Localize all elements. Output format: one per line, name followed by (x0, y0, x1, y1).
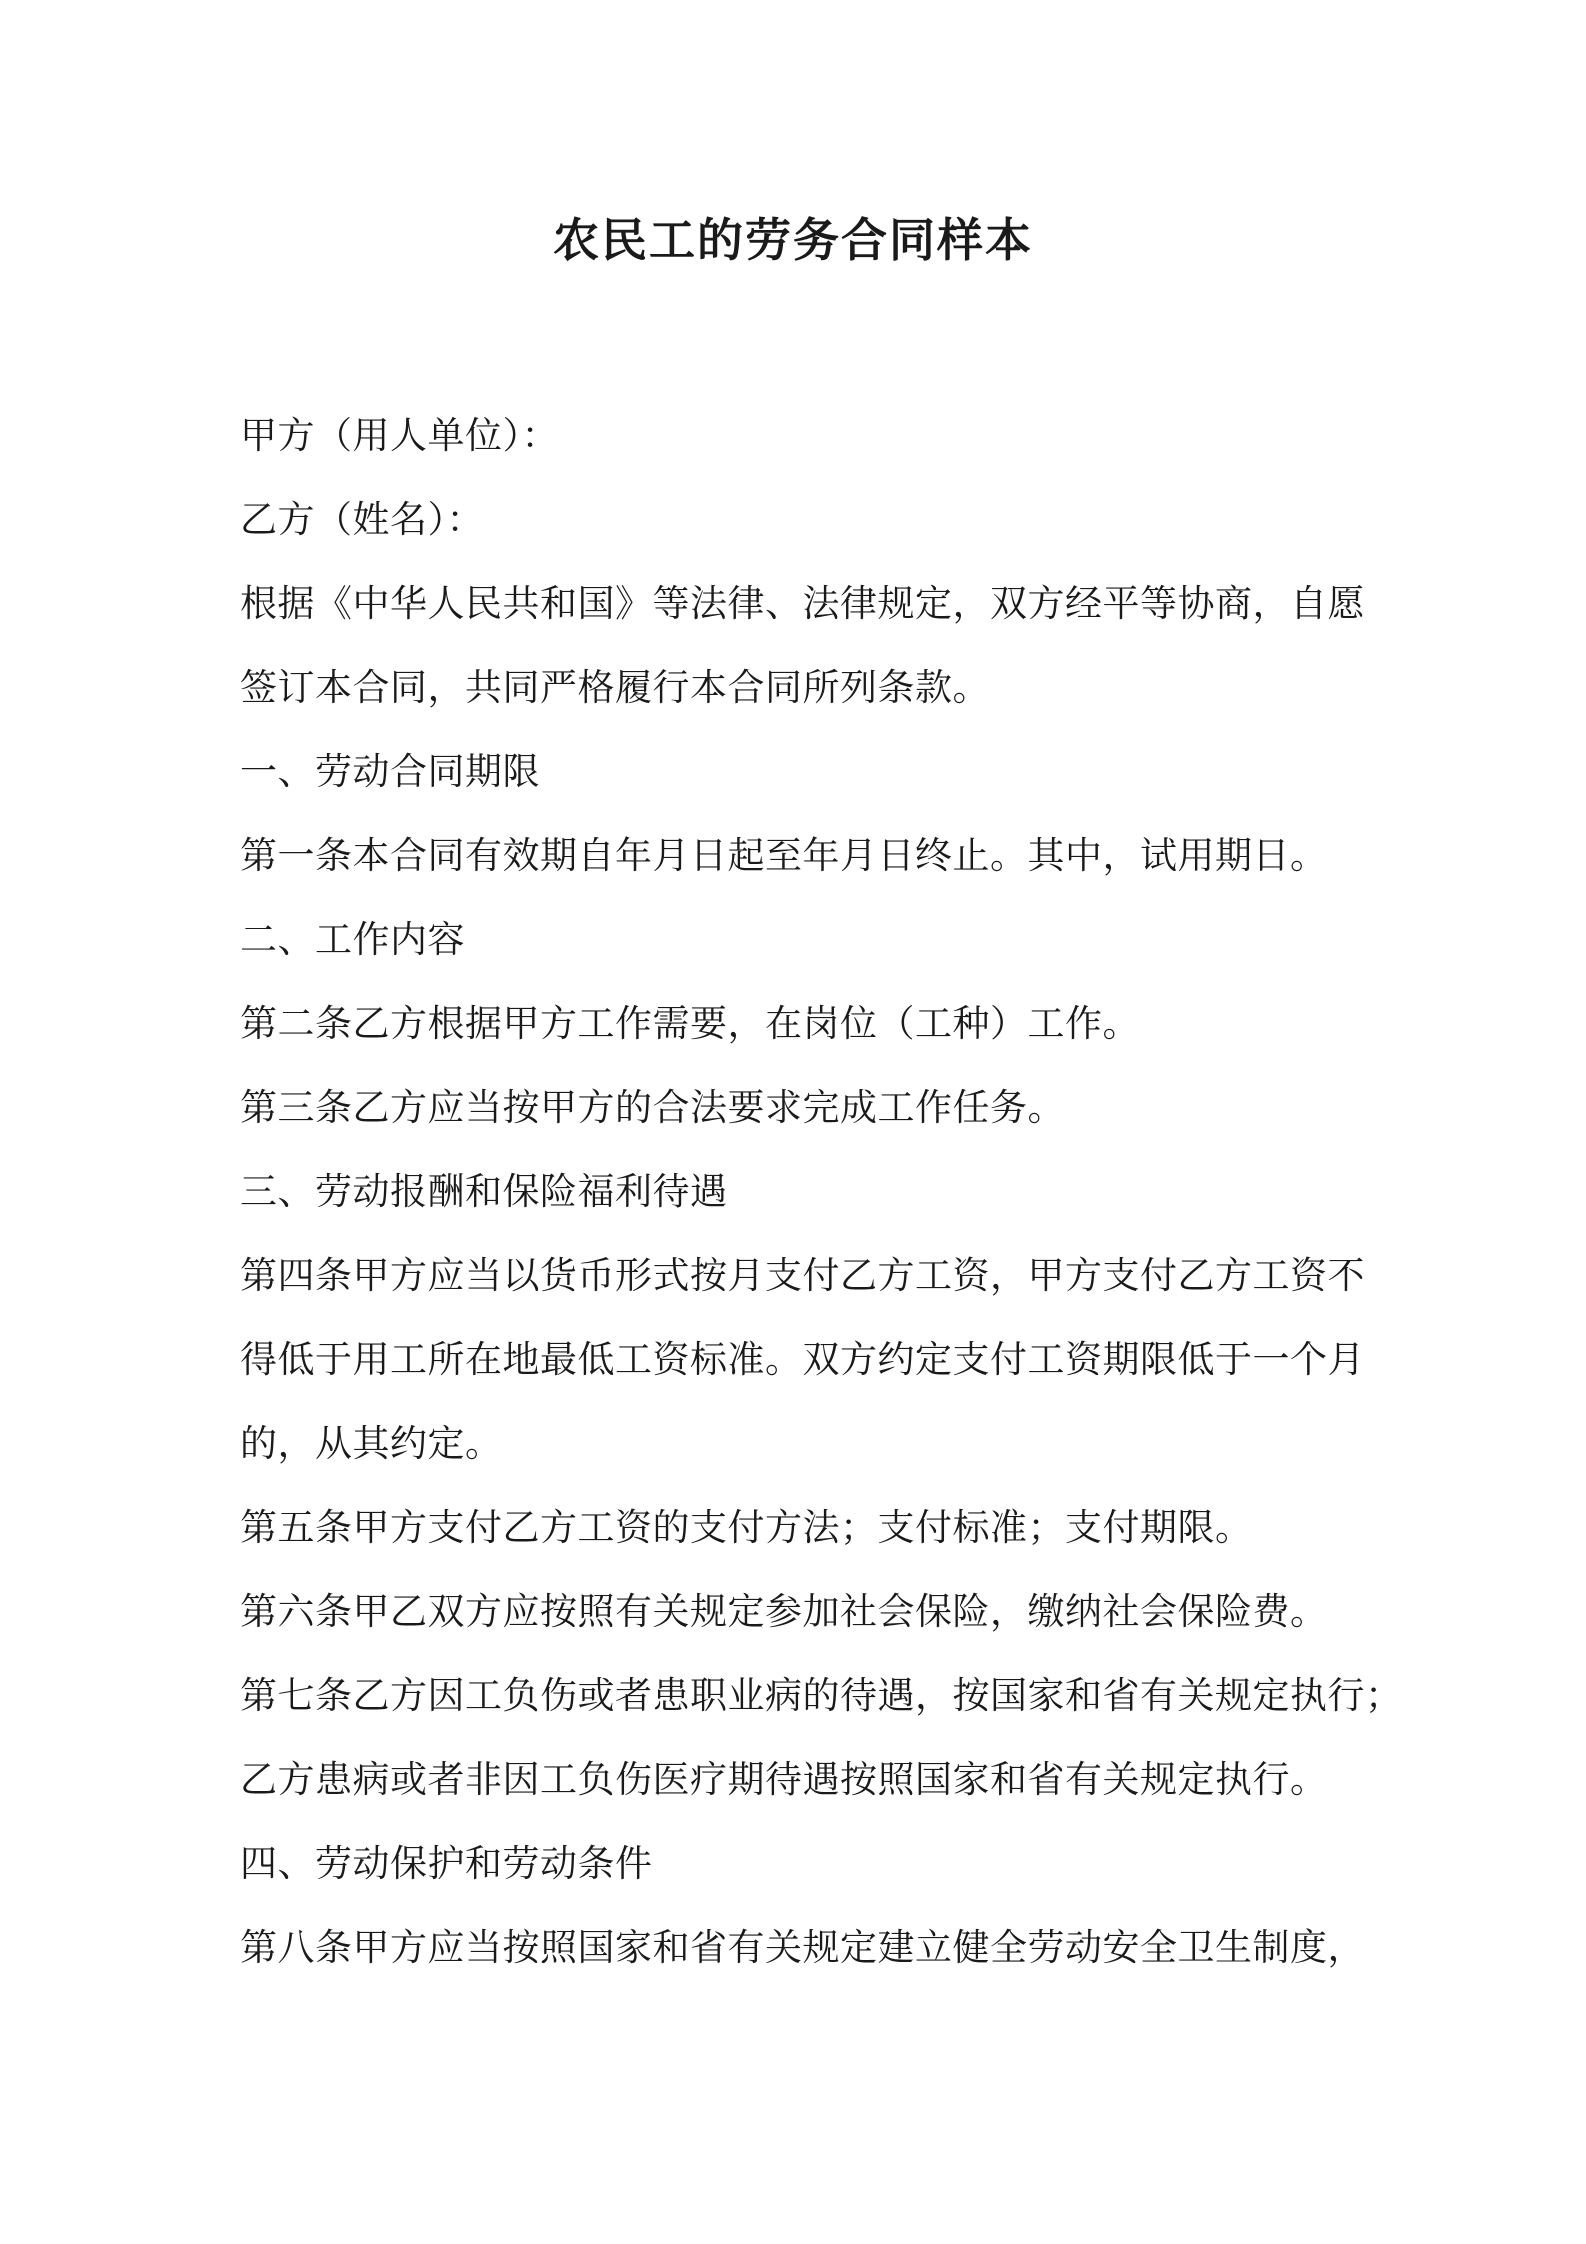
section-heading-1: 一、劳动合同期限 (240, 750, 540, 793)
article-4-line-3: 的，从其约定。 (240, 1422, 503, 1465)
article-6-line: 第六条甲乙双方应按照有关规定参加社会保险，缴纳社会保险费。 (240, 1590, 1328, 1633)
article-1-line: 第一条本合同有效期自年月日起至年月日终止。其中，试用期日。 (240, 834, 1328, 877)
article-5-line: 第五条甲方支付乙方工资的支付方法；支付标准；支付期限。 (240, 1506, 1253, 1549)
party-b-line: 乙方（姓名）： (240, 498, 484, 541)
document-title: 农民工的劳务合同样本 (553, 213, 1033, 267)
section-heading-3: 三、劳动报酬和保险福利待遇 (240, 1170, 728, 1213)
section-heading-4: 四、劳动保护和劳动条件 (240, 1842, 653, 1885)
article-7-line-2: 乙方患病或者非因工负伤医疗期待遇按照国家和省有关规定执行。 (240, 1758, 1328, 1801)
preamble-line-2: 签订本合同，共同严格履行本合同所列条款。 (240, 666, 990, 709)
article-4-line-1: 第四条甲方应当以货币形式按月支付乙方工资，甲方支付乙方工资不 (240, 1254, 1365, 1297)
article-2-line: 第二条乙方根据甲方工作需要，在岗位（工种）工作。 (240, 1002, 1140, 1045)
party-a-line: 甲方（用人单位）： (240, 414, 559, 457)
section-heading-2: 二、工作内容 (240, 918, 465, 961)
article-8-line-1: 第八条甲方应当按照国家和省有关规定建立健全劳动安全卫生制度， (240, 1926, 1365, 1969)
article-7-line-1: 第七条乙方因工负伤或者患职业病的待遇，按国家和省有关规定执行； (240, 1674, 1403, 1717)
article-4-line-2: 得低于用工所在地最低工资标准。双方约定支付工资期限低于一个月 (240, 1338, 1365, 1381)
preamble-line-1: 根据《中华人民共和国》等法律、法律规定，双方经平等协商，自愿 (240, 582, 1365, 625)
article-3-line: 第三条乙方应当按甲方的合法要求完成工作任务。 (240, 1086, 1065, 1129)
